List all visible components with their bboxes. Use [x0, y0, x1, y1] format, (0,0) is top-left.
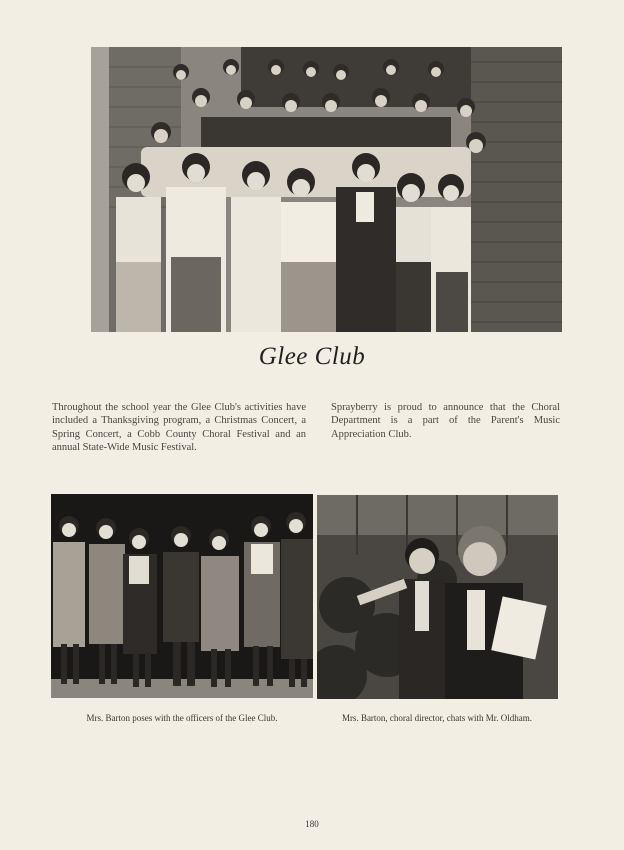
- group-photo-illustration: [91, 47, 562, 332]
- caption-left: Mrs. Barton poses with the officers of the Glee Club.: [86, 713, 278, 723]
- officers-photo: [51, 494, 313, 698]
- officers-photo-illustration: [51, 494, 313, 698]
- barton-oldham-photo: [317, 495, 558, 699]
- page-title: Glee Club: [258, 343, 366, 370]
- caption-right: Mrs. Barton, choral director, chats with Mr. Oldham.: [341, 713, 533, 723]
- body-text-left: Throughout the school year the Glee Club's activities have included a Thanksgiving program, a Christmas Concert, a Spring Concert, a Cobb County Choral Festival and an annual State-Wide Music Festival.: [52, 402, 306, 453]
- glee-club-group-photo: [91, 47, 562, 332]
- barton-oldham-photo-illustration: [317, 495, 558, 699]
- body-text-right: Sprayberry is proud to announce that the Choral Department is a part of the Parent's Music Appreciation Club.: [331, 402, 560, 440]
- page-number: 180: [305, 819, 319, 829]
